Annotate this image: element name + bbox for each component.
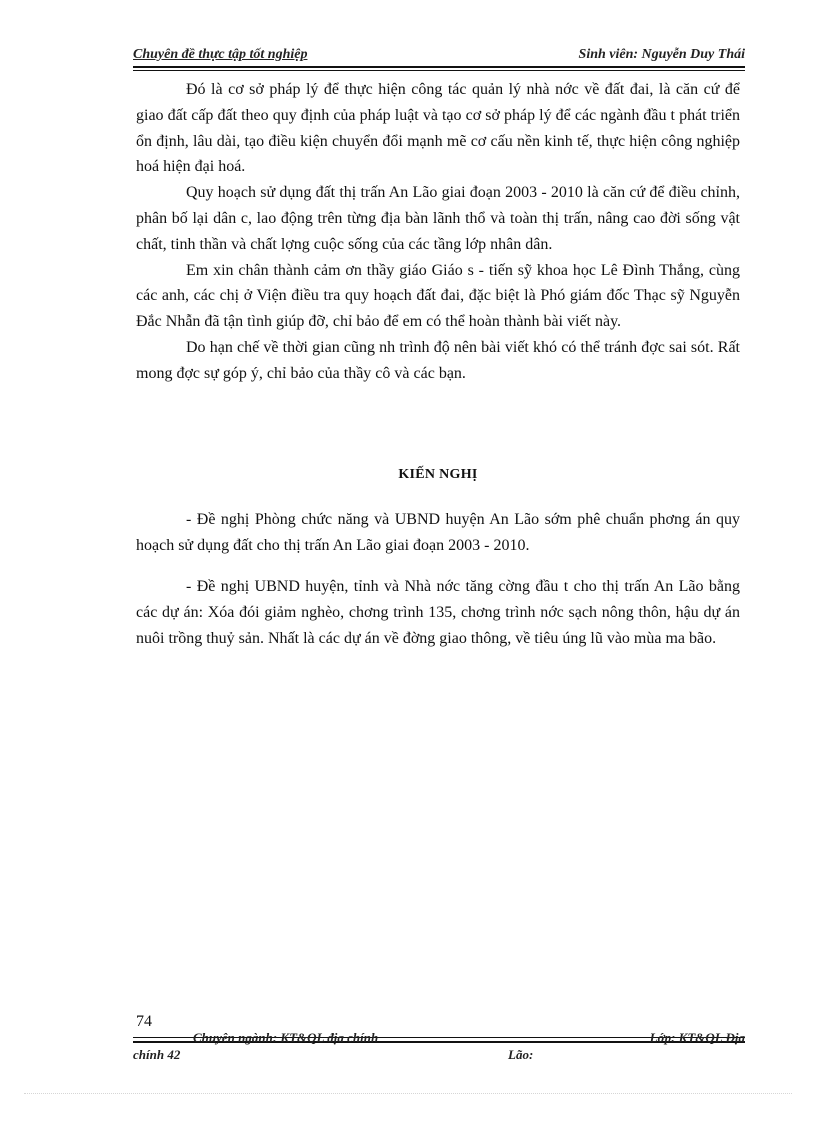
recommendation-block-1 [136, 507, 740, 559]
page-edge-dotted-line [24, 1093, 792, 1094]
footer-major: Chuyên ngành: KT&QL địa chính [193, 1030, 379, 1045]
footer-fragment: Lão: [508, 1047, 534, 1062]
header-right-author: Sinh viên: Nguyễn Duy Thái [578, 47, 745, 62]
recommendation-block-2 [136, 574, 740, 651]
page-header [133, 47, 745, 67]
header-rule-thick [133, 66, 745, 68]
recommendation-item: - Đề nghị Phòng chức năng và UBND huyện An Lão sớm phê chuẩn phơng án quy hoạch sử dụng đất cho thị trấn An Lão giai đoạn 2003 - 2010. [136, 511, 740, 554]
footer-class: Lớp: KT&QL Địa [649, 1030, 745, 1045]
header-rule-thin [133, 70, 745, 71]
page-number: 74 [136, 1013, 152, 1030]
paragraph-acknowledgement: Em xin chân thành cảm ơn thầy giáo Giáo s - tiến sỹ khoa học Lê Đình Thắng, cùng các anh, các chị ở Viện điều tra quy hoạch đất đai, đặc biệt là Phó giám đốc Thạc sỹ Nguyễn Đắc Nhẫn đã tận tình giúp đỡ, chỉ bảo để em có thể hoàn thành bài viết này. [136, 261, 740, 331]
paragraph-legal-basis: Đó là cơ sở pháp lý để thực hiện công tác quản lý nhà nớc về đất đai, là căn cứ để giao đất cấp đất theo quy định của pháp luật và tạo cơ sở pháp lý để các ngành đầu t phát triển ổn định, lâu dài, tạo điều kiện chuyển đổi mạnh mẽ cơ cấu nền kinh tế, thực hiện công nghiệp hoá hiện đại hoá. [136, 81, 740, 176]
recommendation-item: - Đề nghị UBND huyện, tỉnh và Nhà nớc tăng cờng đầu t cho thị trấn An Lão bằng các dự án: Xóa đói giảm nghèo, chơng trình 135, chơng trình nớc sạch nông thôn, hậu dự án nuôi trồng thuỷ sản. Nhất là các dự án về đờng giao thông, về tiêu úng lũ vào mùa ma bão. [136, 578, 740, 647]
section-heading: KIẾN NGHỊ [398, 467, 478, 482]
paragraph-land-planning: Quy hoạch sử dụng đất thị trấn An Lão giai đoạn 2003 - 2010 là căn cứ để điều chỉnh, phân bố lại dân c, lao động trên từng địa bàn lãnh thổ và toàn thị trấn, nâng cao đời sống vật chất, tinh thần và chất lợng cuộc sống của các tầng lớp nhân dân. [136, 184, 740, 253]
footer-class-cont: chính 42 [133, 1047, 181, 1062]
page-footer [133, 1030, 745, 1070]
paragraph-limitations: Do hạn chế về thời gian cũng nh trình độ nên bài viết khó có thể tránh đợc sai sót. Rất mong đợc sự góp ý, chỉ bảo của thầy cô và các bạn. [136, 338, 740, 382]
body-text [136, 77, 740, 387]
header-left-title: Chuyên đề thực tập tốt nghiệp [133, 47, 308, 62]
